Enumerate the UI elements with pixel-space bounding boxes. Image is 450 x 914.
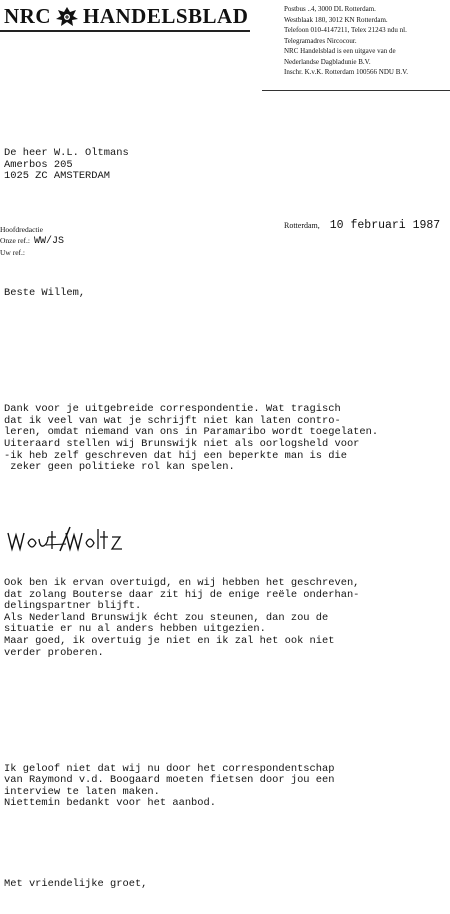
- salutation: Beste Willem,: [4, 287, 86, 300]
- body-line: verder proberen.: [4, 646, 104, 659]
- masthead-left-text: NRC: [4, 4, 51, 28]
- address-line: De heer W.L. Oltmans: [4, 147, 129, 159]
- body-line: Als Nederland Brunswijk écht zou steunen, dan zou de: [4, 611, 329, 624]
- body-line: dat ik veel van wat je schrijft niet kan laten contro-: [4, 414, 341, 427]
- department-label: Hoofdredactie: [0, 225, 43, 234]
- body-line: Maar goed, ik overtuig je niet en ik zal het ook niet: [4, 635, 335, 647]
- body-line: situatie er nu al anders hebben uitgezien.: [4, 623, 266, 636]
- letter-date: 10 februari 1987: [329, 219, 441, 232]
- body-line: interview te laten maken.: [4, 785, 160, 798]
- masthead-right-text: HANDELSBLAD: [83, 4, 249, 28]
- body-line: van Raymond v.d. Boogaard moeten fietsen door jou een: [4, 774, 335, 787]
- publisher-info-line: Postbus ..4, 3000 DL Rotterdam.: [284, 5, 376, 13]
- body-line: Dank voor je uitgebreide correspondentie. Wat tragisch: [4, 403, 341, 416]
- place-date: [284, 219, 440, 232]
- letter-body: [4, 265, 446, 914]
- your-ref-label: Uw ref.:: [0, 248, 25, 257]
- body-line: leren, omdat niemand van ons in Paramaribo wordt toegelaten.: [4, 426, 379, 439]
- body-line: dat zolang Bouterse daar zit hij de enige reële onderhan-: [4, 588, 360, 601]
- paragraph: [4, 578, 446, 659]
- publisher-info-line: Inschr. K.v.K. Rotterdam 100566 NDU B.V.: [284, 68, 409, 76]
- publisher-info-line: NRC Handelsblad is een uitgave van de: [284, 47, 396, 55]
- our-ref-value: WW/JS: [33, 236, 64, 247]
- body-line: delingspartner blijft.: [4, 600, 142, 613]
- address-line: 1025 ZC AMSTERDAM: [4, 170, 111, 183]
- body-line: -ik heb zelf geschreven dat hij een beperkte man is die: [4, 449, 347, 462]
- crest-emblem-icon: [54, 5, 80, 29]
- our-ref-label: Onze ref.:: [0, 236, 30, 245]
- body-line: Ook ben ik ervan overtuigd, en wij hebben het geschreven,: [4, 577, 360, 590]
- body-line: Uiteraard stellen wij Brunswijk niet als oorlogsheld voor: [4, 437, 360, 450]
- publisher-info-line: Nederlandse Dagbladunie B.V.: [284, 57, 371, 66]
- masthead-rule: [0, 30, 250, 32]
- publisher-info-line: Telefoon 010-4147211, Telex 21243 ndu nl.: [284, 26, 407, 34]
- address-line: Amerbos 205: [4, 158, 73, 171]
- closing: Met vriendelijke groet,: [4, 878, 148, 891]
- body-line: zeker geen politieke rol kan spelen.: [4, 461, 235, 474]
- handwritten-signature: [6, 525, 126, 555]
- body-line: Niettemin bedankt voor het aanbod.: [4, 797, 217, 810]
- paragraph: [4, 404, 446, 474]
- publisher-info-rule: [262, 90, 450, 91]
- reference-block: [0, 224, 64, 258]
- paragraph: [4, 764, 446, 810]
- recipient-address: [4, 148, 129, 183]
- publisher-info: [284, 4, 446, 78]
- publisher-info-line: Westblaak 180, 3012 KN Rotterdam.: [284, 15, 388, 24]
- masthead: [4, 4, 248, 29]
- body-line: Ik geloof niet dat wij nu door het correspondentschap: [4, 762, 335, 775]
- publisher-info-line: Telegramadres Nircocour.: [284, 36, 357, 45]
- place-label: Rotterdam,: [284, 221, 320, 230]
